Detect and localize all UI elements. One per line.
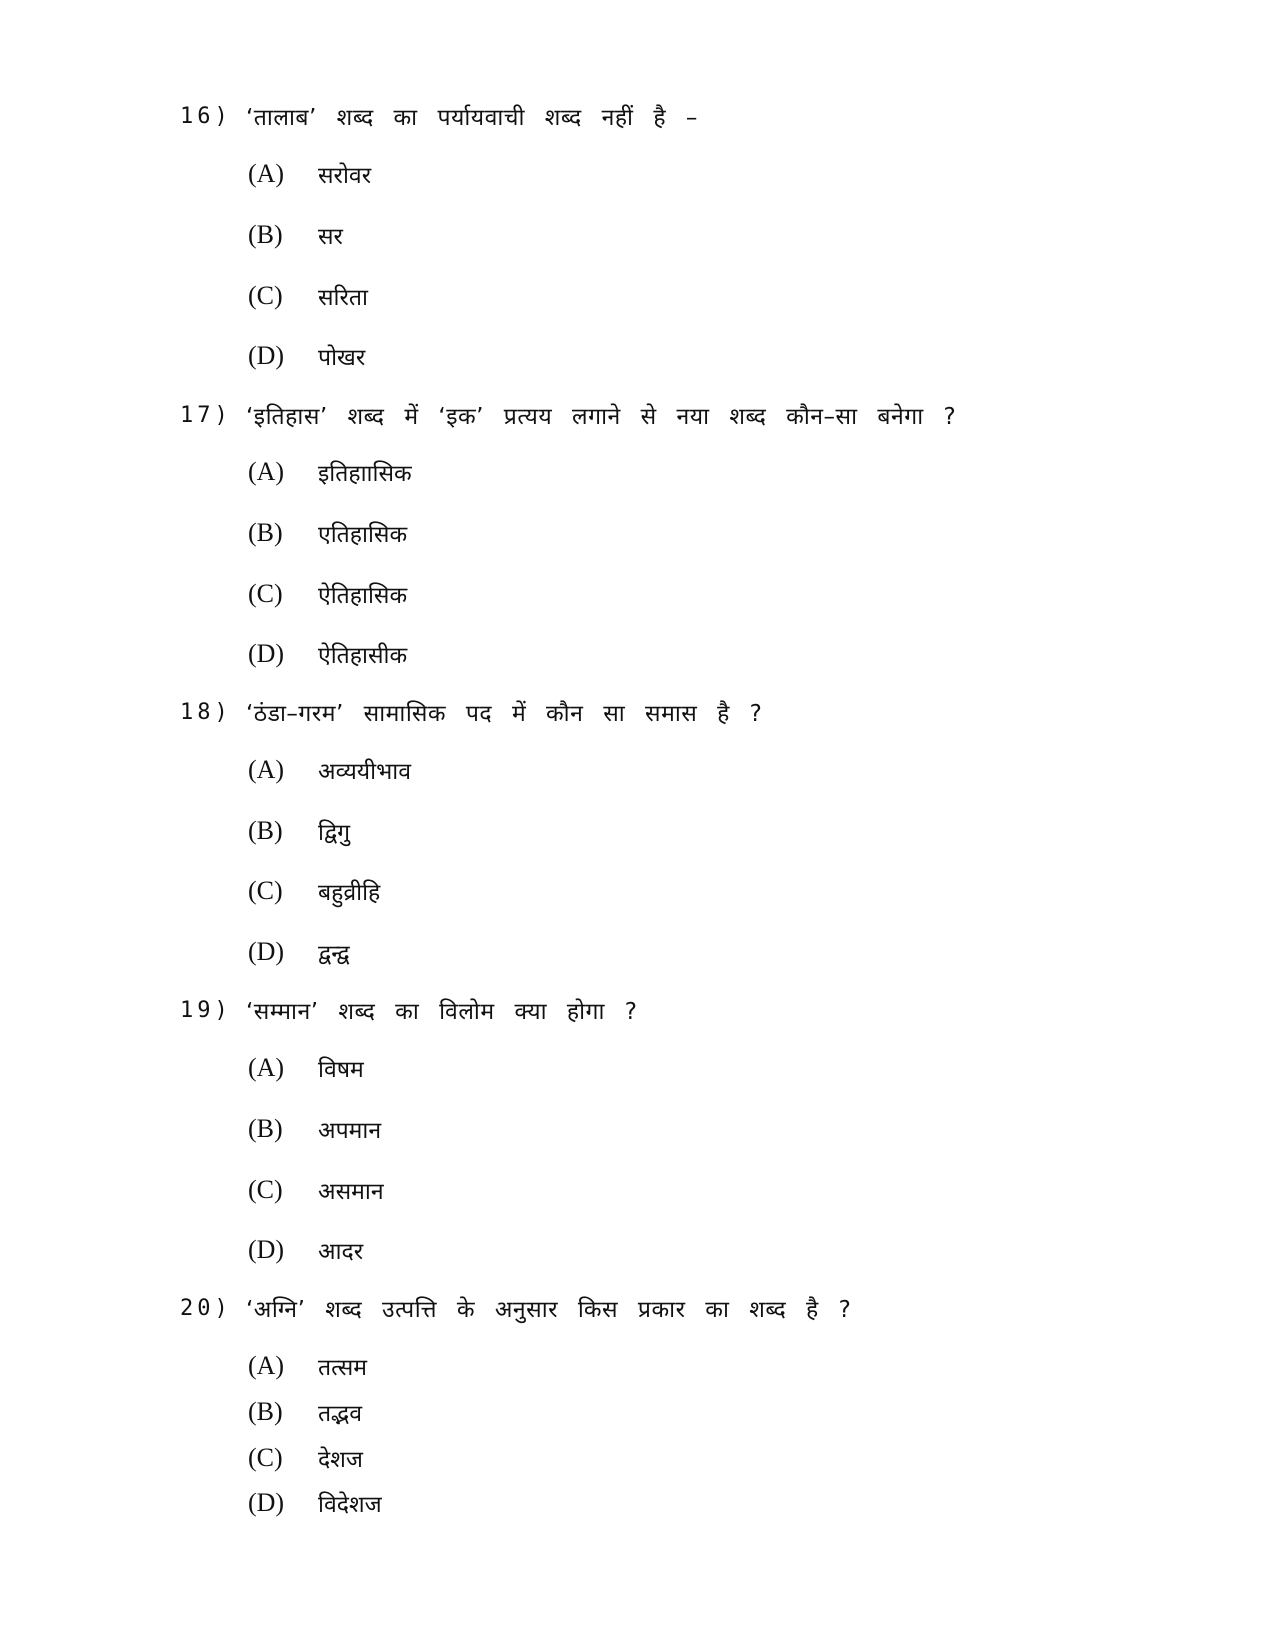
option-label: (B) <box>248 220 283 249</box>
option-label: (D) <box>248 639 285 668</box>
option-label: (A) <box>248 1053 285 1082</box>
question-number: 16) <box>180 103 232 129</box>
option-19-b <box>248 1109 381 1149</box>
option-label: (D) <box>248 1235 285 1264</box>
option-17-b <box>248 513 407 553</box>
question-17 <box>180 395 956 435</box>
option-label: (B) <box>248 518 283 547</box>
option-label: (D) <box>248 341 285 370</box>
option-label: (D) <box>248 937 285 966</box>
option-20-b <box>248 1392 362 1432</box>
question-text: ‘तालाब’ शब्द का पर्यायवाची शब्द नहीं है – <box>246 105 698 131</box>
option-17-d <box>248 634 407 674</box>
question-text: ‘अग्नि’ शब्द उत्पत्ति के अनुसार किस प्रकार का शब्द है ? <box>246 1297 852 1323</box>
question-number: 20) <box>180 1295 232 1321</box>
option-20-a <box>248 1346 367 1386</box>
option-text: सर <box>318 224 343 250</box>
option-text: सरोवर <box>318 163 372 189</box>
option-18-a <box>248 750 411 790</box>
question-text: ‘इतिहास’ शब्द में ‘इक’ प्रत्यय लगाने से नया शब्द कौन–सा बनेगा ? <box>246 404 957 430</box>
option-20-c <box>248 1438 363 1478</box>
option-16-d <box>248 336 365 376</box>
option-text: तद्भव <box>318 1401 363 1427</box>
option-text: विषम <box>318 1057 364 1083</box>
option-label: (A) <box>248 1351 285 1380</box>
option-label: (A) <box>248 755 285 784</box>
option-label: (C) <box>248 876 283 905</box>
option-16-c <box>248 276 368 316</box>
question-text: ‘सम्मान’ शब्द का विलोम क्या होगा ? <box>246 999 638 1025</box>
option-label: (D) <box>248 1488 285 1517</box>
option-19-d <box>248 1230 363 1270</box>
option-18-d <box>248 932 350 972</box>
option-label: (A) <box>248 457 285 486</box>
question-number: 17) <box>180 402 232 428</box>
option-text: पोखर <box>318 345 366 371</box>
option-18-b <box>248 811 350 851</box>
option-text: बहुव्रीहि <box>318 880 381 906</box>
option-text: द्वन्द्व <box>318 941 350 967</box>
option-label: (B) <box>248 1397 283 1426</box>
question-20 <box>180 1288 851 1328</box>
option-label: (B) <box>248 816 283 845</box>
option-label: (C) <box>248 281 283 310</box>
option-19-a <box>248 1048 364 1088</box>
option-text: द्विगु <box>318 820 351 846</box>
option-18-c <box>248 871 380 911</box>
question-text: ‘ठंडा–गरम’ सामासिक पद में कौन सा समास है ? <box>246 701 763 727</box>
option-text: आदर <box>318 1239 364 1265</box>
option-text: ऐतिहासिक <box>318 583 408 609</box>
option-text: अव्ययीभाव <box>318 759 411 785</box>
option-text: एतिहासिक <box>318 522 408 548</box>
option-19-c <box>248 1170 384 1210</box>
option-label: (C) <box>248 1443 283 1472</box>
question-16 <box>180 96 698 136</box>
option-text: देशज <box>318 1447 363 1473</box>
option-20-d <box>248 1483 382 1523</box>
option-text: इतिहाासिक <box>318 461 412 487</box>
option-label: (C) <box>248 579 283 608</box>
question-number: 19) <box>180 997 232 1023</box>
question-18 <box>180 692 762 732</box>
option-text: असमान <box>318 1179 384 1205</box>
option-label: (B) <box>248 1114 283 1143</box>
question-number: 18) <box>180 699 232 725</box>
option-16-a <box>248 154 371 194</box>
option-text: सरिता <box>318 285 368 311</box>
option-16-b <box>248 215 343 255</box>
option-17-a <box>248 452 412 492</box>
option-17-c <box>248 574 407 614</box>
option-text: ऐतिहासीक <box>318 643 408 669</box>
option-label: (A) <box>248 159 285 188</box>
option-text: तत्सम <box>318 1355 367 1381</box>
option-text: अपमान <box>318 1118 382 1144</box>
question-19 <box>180 990 637 1030</box>
option-text: विदेशज <box>318 1492 382 1518</box>
option-label: (C) <box>248 1175 283 1204</box>
